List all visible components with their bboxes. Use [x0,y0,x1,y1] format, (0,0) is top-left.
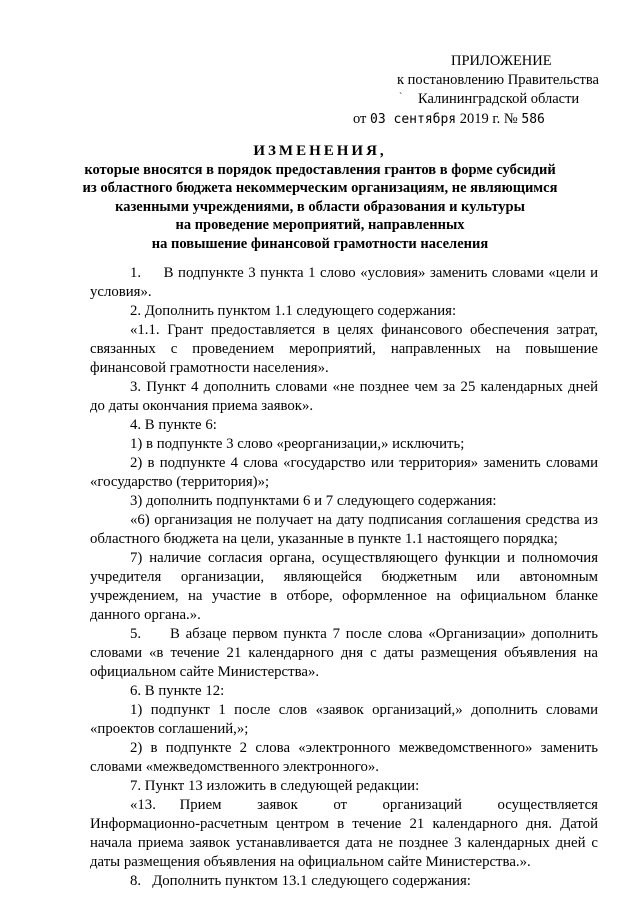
scan-mark: ` [399,92,403,103]
document-body [90,264,598,891]
appendix-line-decree: к постановлению Правительства [397,72,599,88]
appendix-region-text: Калининградской области [418,91,580,107]
appendix-line-region [353,90,623,109]
decree-year: 2019 г. № [459,111,518,127]
paragraph: 4. В пункте 6: [130,417,217,433]
title-heading: ИЗМЕНЕНИЯ, [253,143,387,159]
appendix-block [353,52,623,129]
paragraph: «6) организация не получает на дату подписания соглашения средства из областного бюджета на цели, указанные в пункте 1.1 настоящего порядка; [90,512,598,547]
paragraph: 8. Дополнить пунктом 13.1 следующего содержания: [130,873,471,889]
title-line: которые вносятся в порядок предоставления грантов в форме субсидий [84,161,556,178]
title-line: казенными учреждениями, в области образования и культуры [115,198,525,215]
paragraph: 3) дополнить подпунктами 6 и 7 следующего содержания: [130,493,497,509]
paragraph: 5. В абзаце первом пункта 7 после слова «Организации» дополнить словами «в течение 21 календарного дня с даты размещения объявления на официальном сайте Министерства». [90,626,598,680]
document-title [60,142,580,254]
appendix-date-line [353,110,623,129]
paragraph: 3. Пункт 4 дополнить словами «не позднее чем за 25 календарных дней до даты окончания приема заявок». [90,379,598,414]
paragraph: 7) наличие согласия органа, осуществляющего функции и полномочия учредителя организации, являющейся бюджетным или автономным учреждением, на участие в отборе, оформленное на официальном бланке данного органа.». [90,550,598,623]
date-prefix: от [353,111,367,127]
paragraph: 1. В подпункте 3 пункта 1 слово «условия» заменить словами «цели и условия». [90,265,598,300]
paragraph: «1.1. Грант предоставляется в целях финансового обеспечения затрат, связанных с проведением мероприятий, направленных на повышение финансовой грамотности населения». [90,322,598,376]
paragraph: 2. Дополнить пунктом 1.1 следующего содержания: [130,303,457,319]
paragraph: «13. Прием заявок от организаций осуществляется Информационно-расчетным центром в течение 21 календарного дня. Датой начала приема заявок устанавливается дата не позднее 3 календарных дней с даты размещения объявления на официальном сайте Министерства.». [90,797,598,870]
decree-number: 586 [521,112,545,127]
paragraph: 1) подпункт 1 после слов «заявок организаций,» дополнить словами «проектов соглашений,»; [90,702,598,737]
title-line: из областного бюджета некоммерческим организациям, не являющимся [82,180,558,197]
decree-date: 03 сентября [370,112,457,127]
title-line: на проведение мероприятий, направленных [175,217,465,234]
paragraph: 2) в подпункте 2 слова «электронного межведомственного» заменить словами «межведомственного электронного». [90,740,598,775]
paragraph: 2) в подпункте 4 слова «государство или территория» заменить словами «государство (территория)»; [90,455,598,490]
paragraph: 1) в подпункте 3 слово «реорганизации,» исключить; [130,436,465,452]
paragraph: 7. Пункт 13 изложить в следующей редакции: [130,778,420,794]
title-line: на повышение финансовой грамотности населения [151,235,489,252]
paragraph: 6. В пункте 12: [130,683,225,699]
appendix-title: ПРИЛОЖЕНИЕ [451,53,552,69]
